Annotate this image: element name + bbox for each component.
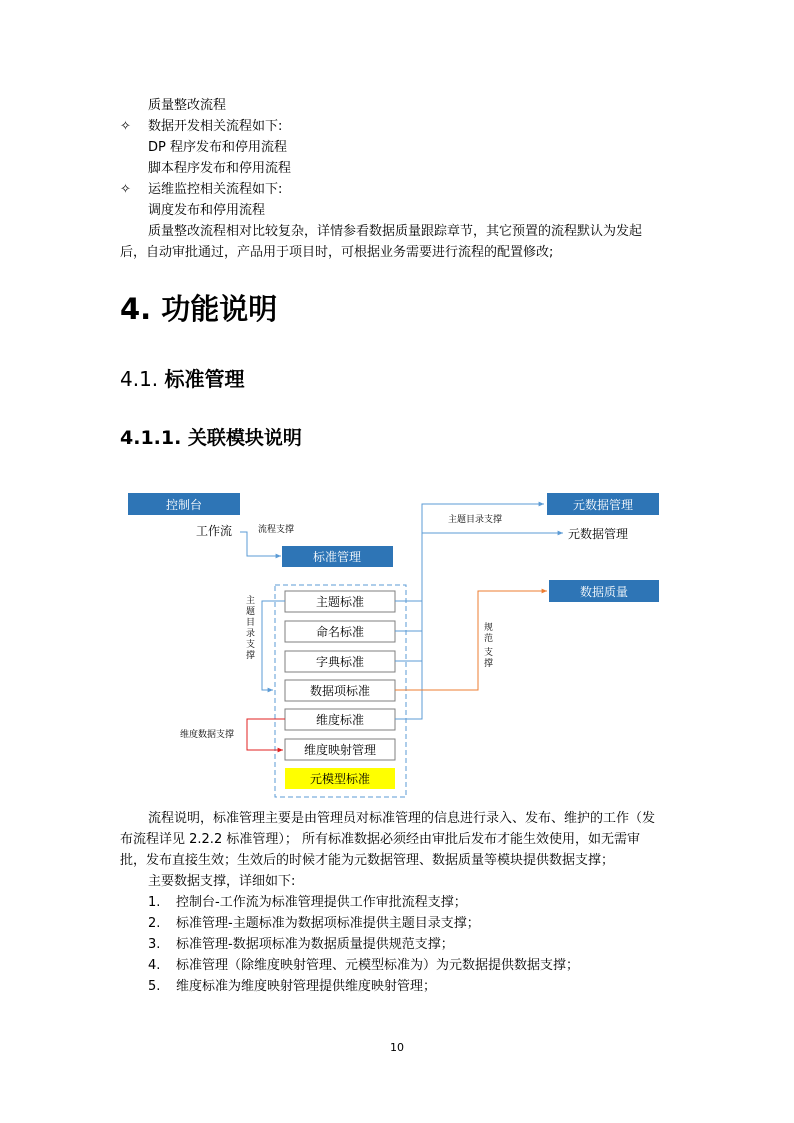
console-label: 控制台 <box>165 498 203 512</box>
left-vertical-char: 支 <box>246 640 256 650</box>
page-number: 10 <box>390 1041 404 1054</box>
dim-std-label: 维度标准 <box>315 713 365 727</box>
list-item: 控制台-工作流为标准管理提供工作审批流程支撑； <box>176 895 467 910</box>
text-line-schedule-flow: 调度发布和停用流程 <box>148 203 266 218</box>
heading-3: 4.1.1. 关联模块说明 <box>120 427 302 449</box>
text-line-dev-flows: 数据开发相关流程如下: <box>148 119 283 134</box>
process-support-label: 流程支撑 <box>258 525 295 535</box>
right-vertical-char: 撑 <box>484 659 494 669</box>
left-vertical-char: 主 <box>246 596 256 606</box>
list-item-number: 2. <box>148 916 161 931</box>
text-line-ops-flows: 运维监控相关流程如下: <box>148 182 283 197</box>
data-item-std-label: 数据项标准 <box>309 684 371 698</box>
heading-2-number: 4.1. <box>120 367 159 391</box>
dict-std-label: 字典标准 <box>315 655 365 669</box>
list-item: 标准管理（除维度映射管理、元模型标准为）为元数据提供数据支撑； <box>176 958 580 973</box>
bullet-icon: ✧ <box>120 182 131 197</box>
right-vertical-char: 规 <box>484 623 494 633</box>
left-vertical-char: 录 <box>246 629 256 639</box>
paragraph-line: 后，自动审批通过，产品用于项目时，可根据业务需要进行流程的配置修改; <box>120 245 554 260</box>
meta-mgmt-box-label: 元数据管理 <box>572 498 634 512</box>
bullet-icon: ✧ <box>120 119 131 134</box>
dim-mapping-label: 维度映射管理 <box>303 743 377 757</box>
heading-2-text: 标准管理 <box>164 367 245 391</box>
list-item-number: 5. <box>148 979 161 994</box>
std-mgmt-label: 标准管理 <box>312 550 362 564</box>
text-line-script-flow: 脚本程序发布和停用流程 <box>148 161 292 176</box>
list-item: 标准管理-数据项标准为数据质量提供规范支撑； <box>176 937 454 952</box>
paragraph-line: 批，发布直接生效；生效后的时候才能为元数据管理、数据质量等模块提供数据支撑； <box>120 853 615 868</box>
text-line-dp-flow: DP 程序发布和停用流程 <box>148 140 287 155</box>
dim-support-label: 维度数据支撑 <box>180 730 235 740</box>
right-vertical-char: 支 <box>484 648 494 658</box>
topic-dir-support-label: 主题目录支撑 <box>448 515 503 525</box>
spec-support-arrow <box>395 591 547 690</box>
paragraph-line: 主要数据支撑，详细如下: <box>148 874 296 889</box>
paragraph-line: 质量整改流程相对比较复杂，详情参看数据质量跟踪章节，其它预置的流程默认为发起 <box>148 224 643 239</box>
left-vertical-char: 撑 <box>246 651 256 661</box>
paragraph-line: 流程说明，标准管理主要是由管理员对标准管理的信息进行录入、发布、维护的工作（发 <box>148 811 656 826</box>
text-line-quality-flow: 质量整改流程 <box>148 98 227 113</box>
list-item: 标准管理-主题标准为数据项标准提供主题目录支撑； <box>176 916 480 931</box>
left-vertical-char: 题 <box>246 607 256 617</box>
meta-connector <box>395 504 544 719</box>
workflow-arrow <box>240 532 281 556</box>
paragraph-line: 布流程详见 2.2.2 标准管理）； 所有标准数据必须经由审批后发布才能生效使用，如无需审 <box>120 832 640 847</box>
meta-mgmt-text: 元数据管理 <box>568 527 629 541</box>
naming-std-label: 命名标准 <box>315 625 365 639</box>
list-item: 维度标准为维度映射管理提供维度映射管理； <box>176 979 437 994</box>
list-item-number: 4. <box>148 958 161 973</box>
left-vertical-char: 目 <box>246 618 256 628</box>
topic-std-label: 主题标准 <box>315 595 365 609</box>
meta-model-std-label: 元模型标准 <box>309 772 371 786</box>
data-quality-label: 数据质量 <box>579 585 629 599</box>
list-item-number: 3. <box>148 937 161 952</box>
list-item-number: 1. <box>148 895 161 910</box>
right-vertical-char: 范 <box>484 634 494 644</box>
workflow-label: 工作流 <box>196 524 233 538</box>
dim-support-arrow <box>247 719 285 750</box>
heading-1: 4. 功能说明 <box>120 292 278 326</box>
topic-dir-arrow <box>262 601 285 690</box>
